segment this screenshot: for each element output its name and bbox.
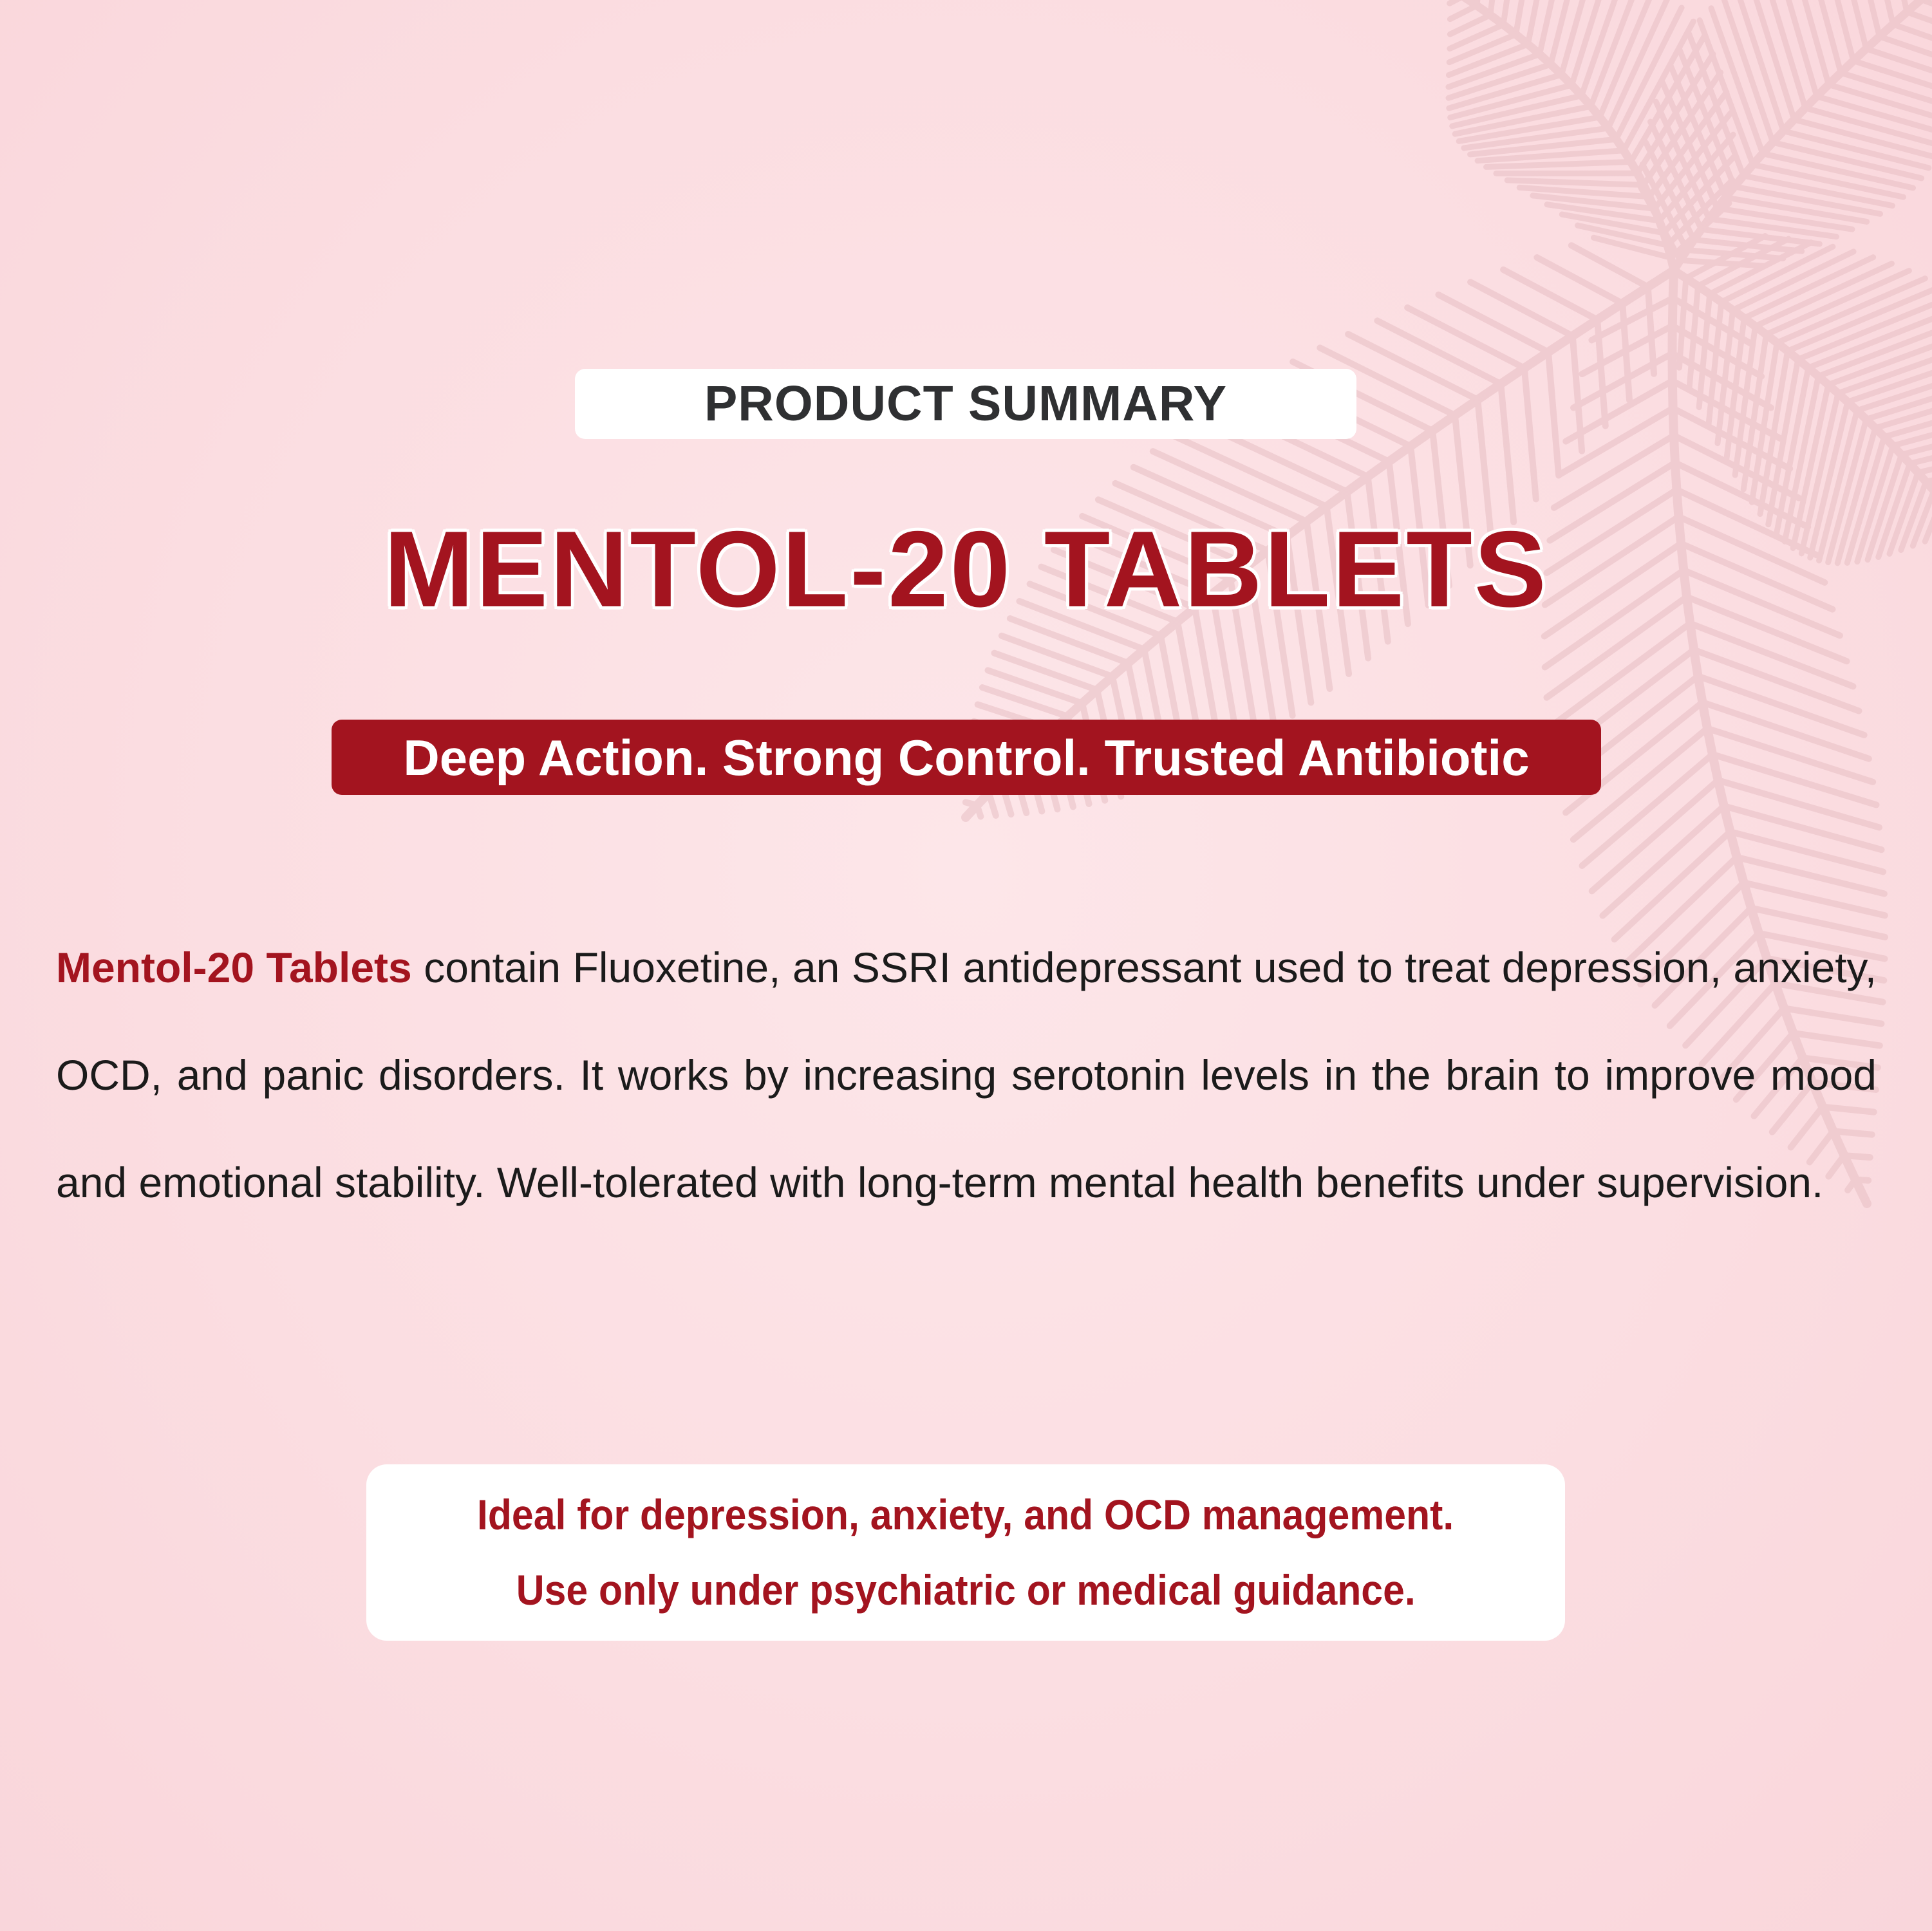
description-body: contain Fluoxetine, an SSRI antidepressant used to treat depression, anxiety, OCD, and panic disorders. It works by increasing serotonin levels in the brain to improve mood and emotional stability. Well-tolerated with long-term mental health benefits under supervision. [56,944,1877,1206]
usage-note-card [366,1464,1565,1641]
product-summary-label [575,369,1356,439]
product-description [56,914,1877,1236]
tagline-banner [332,720,1601,795]
product-title: MENTOL-20 TABLETS [384,508,1548,630]
usage-note-line-2: Use only under psychiatric or medical guidance. [516,1566,1416,1614]
product-summary-text: PRODUCT SUMMARY [704,376,1228,431]
tagline-text: Deep Action. Strong Control. Trusted Antibiotic [403,729,1530,786]
description-highlight: Mentol-20 Tablets [56,944,412,991]
usage-note-line-1: Ideal for depression, anxiety, and OCD management. [477,1491,1454,1538]
